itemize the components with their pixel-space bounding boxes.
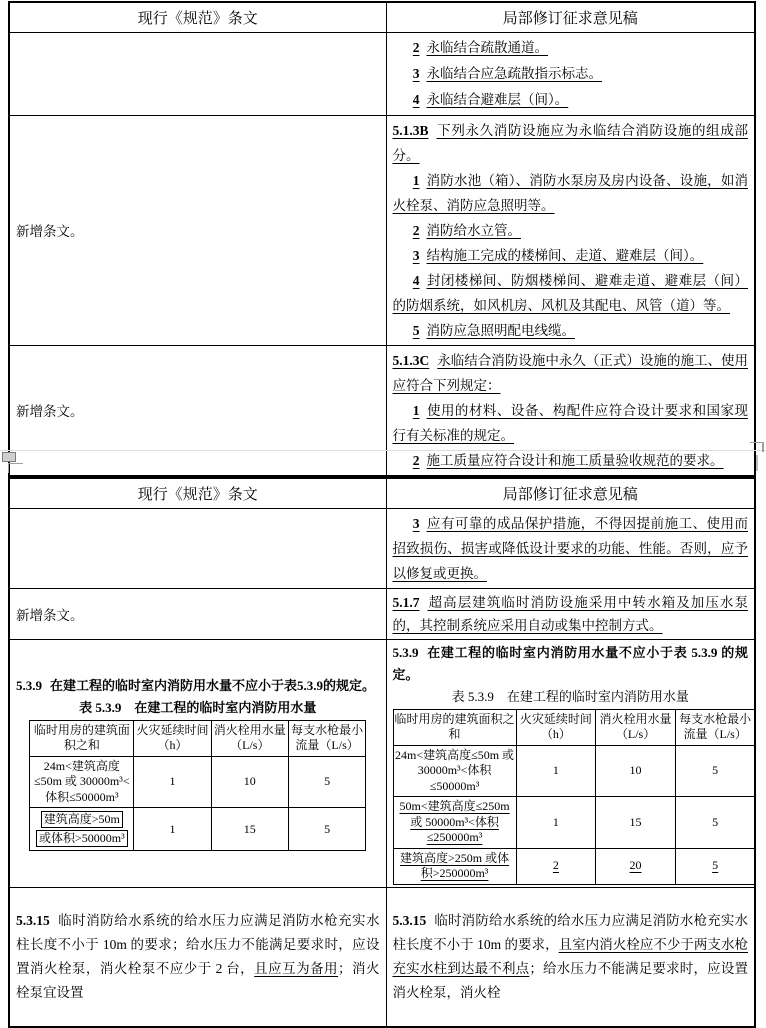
current-cell-539 [9,639,386,887]
revision-item: 3 应有可靠的成品保护措施，不得因提前施工、使用而招致损伤、损害或降低设计要求的功能、性能。否则，应予以修复或更换。 [392,515,748,581]
revision-item: 3 永临结合应急疏散指示标志。 [412,65,602,81]
table-row [393,745,755,797]
nested-col-header: 火灾延续时间（h） [516,709,596,745]
table-row [30,808,366,851]
value-cell: 10 [596,745,676,797]
value-cell: 1 [134,756,211,808]
revision-item: 2 施工质量应符合设计和施工质量验收规范的要求。 [412,452,724,468]
value-cell: 1 [516,797,596,849]
nested-col-header: 消火栓用水量（L/s） [596,709,676,745]
boxed-change: 或体积>50000m³ [36,830,128,847]
condition-cell: 50m<建筑高度≤250m 或 50000m³<体积≤250000m³ [393,797,516,849]
table-handle-icon [2,452,16,462]
column-header-revision: 局部修订征求意见稿 [386,2,755,32]
nested-col-header: 临时用房的建筑面积之和 [30,720,134,756]
value-cell: 5 [675,848,755,884]
value-cell: 5 [288,808,365,851]
table-row [30,756,366,808]
water-quantity-table-revision [393,709,756,885]
current-cell-5315 [9,887,386,1027]
column-header-revision: 局部修订征求意见稿 [386,478,755,508]
revision-item: 1 消防水池（箱）、消防水泵房及房内设备、设施，如消火栓泵、消防应急照明等。 [392,172,748,213]
column-header-current: 现行《规范》条文 [9,478,386,508]
nested-col-header: 火灾延续时间（h） [134,720,211,756]
value-cell: 1 [516,745,596,797]
condition-cell: 24m<建筑高度≤50m 或 30000m³<体积≤50000m³ [393,745,516,797]
table-caption: 表 5.3.9 在建工程的临时室内消防用水量 [79,699,317,715]
condition-cell: 24m<建筑高度≤50m 或 30000m³<体积≤50000m³ [30,756,134,808]
value-cell: 5 [675,797,755,849]
condition-cell [30,808,134,851]
crop-mark-icon [756,455,758,471]
comparison-table-1 [8,1,756,477]
value-cell: 5 [288,756,365,808]
revision-item: 1 使用的材料、设备、构配件应符合设计要求和国家现行有关标准的规定。 [392,402,748,443]
revision-cell [386,115,755,345]
revision-item: 4 封闭楼梯间、防烟楼梯间、避难走道、避难层（间）的防烟系统，如风机房、风机及其配电、风管（道）等。 [392,272,748,313]
column-header-current: 现行《规范》条文 [9,2,386,32]
nested-col-header: 消火栓用水量（L/s） [211,720,288,756]
revision-item: 2 消防给水立管。 [412,222,521,238]
current-cell-new-clause: 新增条文。 [9,588,386,639]
revision-cell [386,588,755,639]
revision-item: 2 永临结合疏散通道。 [412,39,548,55]
value-cell: 15 [596,797,676,849]
condition-cell: 建筑高度>250m 或体积>250000m³ [393,848,516,884]
clause-paragraph: 5.3.15 临时消防给水系统的给水压力应满足消防水枪充实水柱长度不小于 10m 的要求；给水压力不能满足要求时，应设置消火栓泵，消火栓泵不应少于 2 台，且应互为备用；消火栓泵宜设置 [16,912,380,1000]
crop-mark-icon [750,442,764,452]
revision-cell-539 [386,639,755,887]
revision-item: 5 消防应急照明配电线缆。 [412,322,575,338]
nested-col-header: 每支水枪最小流量（L/s） [288,720,365,756]
revision-item: 3 结构施工完成的楼梯间、走道、避难层（间）。 [412,247,704,263]
value-cell: 15 [211,808,288,851]
value-cell: 20 [596,848,676,884]
current-cell-empty [9,32,386,115]
clause-heading: 5.3.9 在建工程的临时室内消防用水量不应小于表 5.3.9 的规定。 [392,644,748,682]
table-row [393,797,755,849]
crop-mark-icon [8,463,23,473]
clause-heading: 5.3.9 在建工程的临时室内消防用水量不应小于表5.3.9的规定。 [16,677,376,693]
value-cell: 2 [516,848,596,884]
text-boundary-line [0,450,766,451]
value-cell: 10 [211,756,288,808]
comparison-table-2 [8,477,756,1028]
value-cell: 1 [134,808,211,851]
clause-paragraph: 5.3.15 临时消防给水系统的给水压力应满足消防水枪充实水柱长度不小于 10m 的要求，且室内消火栓应不少于两支水枪充实水柱到达最不利点；给水压力不能满足要求时，应设置消火栓泵，消火栓 [392,912,749,1000]
revision-cell [386,32,755,115]
clause-lead: 5.1.7 超高层建筑临时消防设施采用中转水箱及加压水泵的，其控制系统应采用自动或集中控制方式。 [392,594,748,633]
table-row [393,848,755,884]
revision-item: 4 永临结合避难层（间）。 [412,91,569,107]
current-cell-empty [9,508,386,588]
boxed-change: 建筑高度>50m [41,811,123,828]
table-caption: 表 5.3.9 在建工程的临时室内消防用水量 [451,688,689,704]
revision-cell [386,345,755,476]
clause-lead: 5.1.3B 下列永久消防设施应为永临结合消防设施的组成部分。 [392,122,748,163]
revision-cell [386,508,755,588]
current-cell-new-clause: 新增条文。 [9,345,386,476]
water-quantity-table-current [29,720,366,852]
nested-col-header: 临时用房的建筑面积之和 [393,709,516,745]
clause-lead: 5.1.3C 永临结合消防设施中永久（正式）设施的施工、使用应符合下列规定： [392,352,748,393]
current-cell-new-clause: 新增条文。 [9,115,386,345]
nested-col-header: 每支水枪最小流量（L/s） [675,709,755,745]
value-cell: 5 [675,745,755,797]
revision-cell-5315 [386,887,755,1027]
